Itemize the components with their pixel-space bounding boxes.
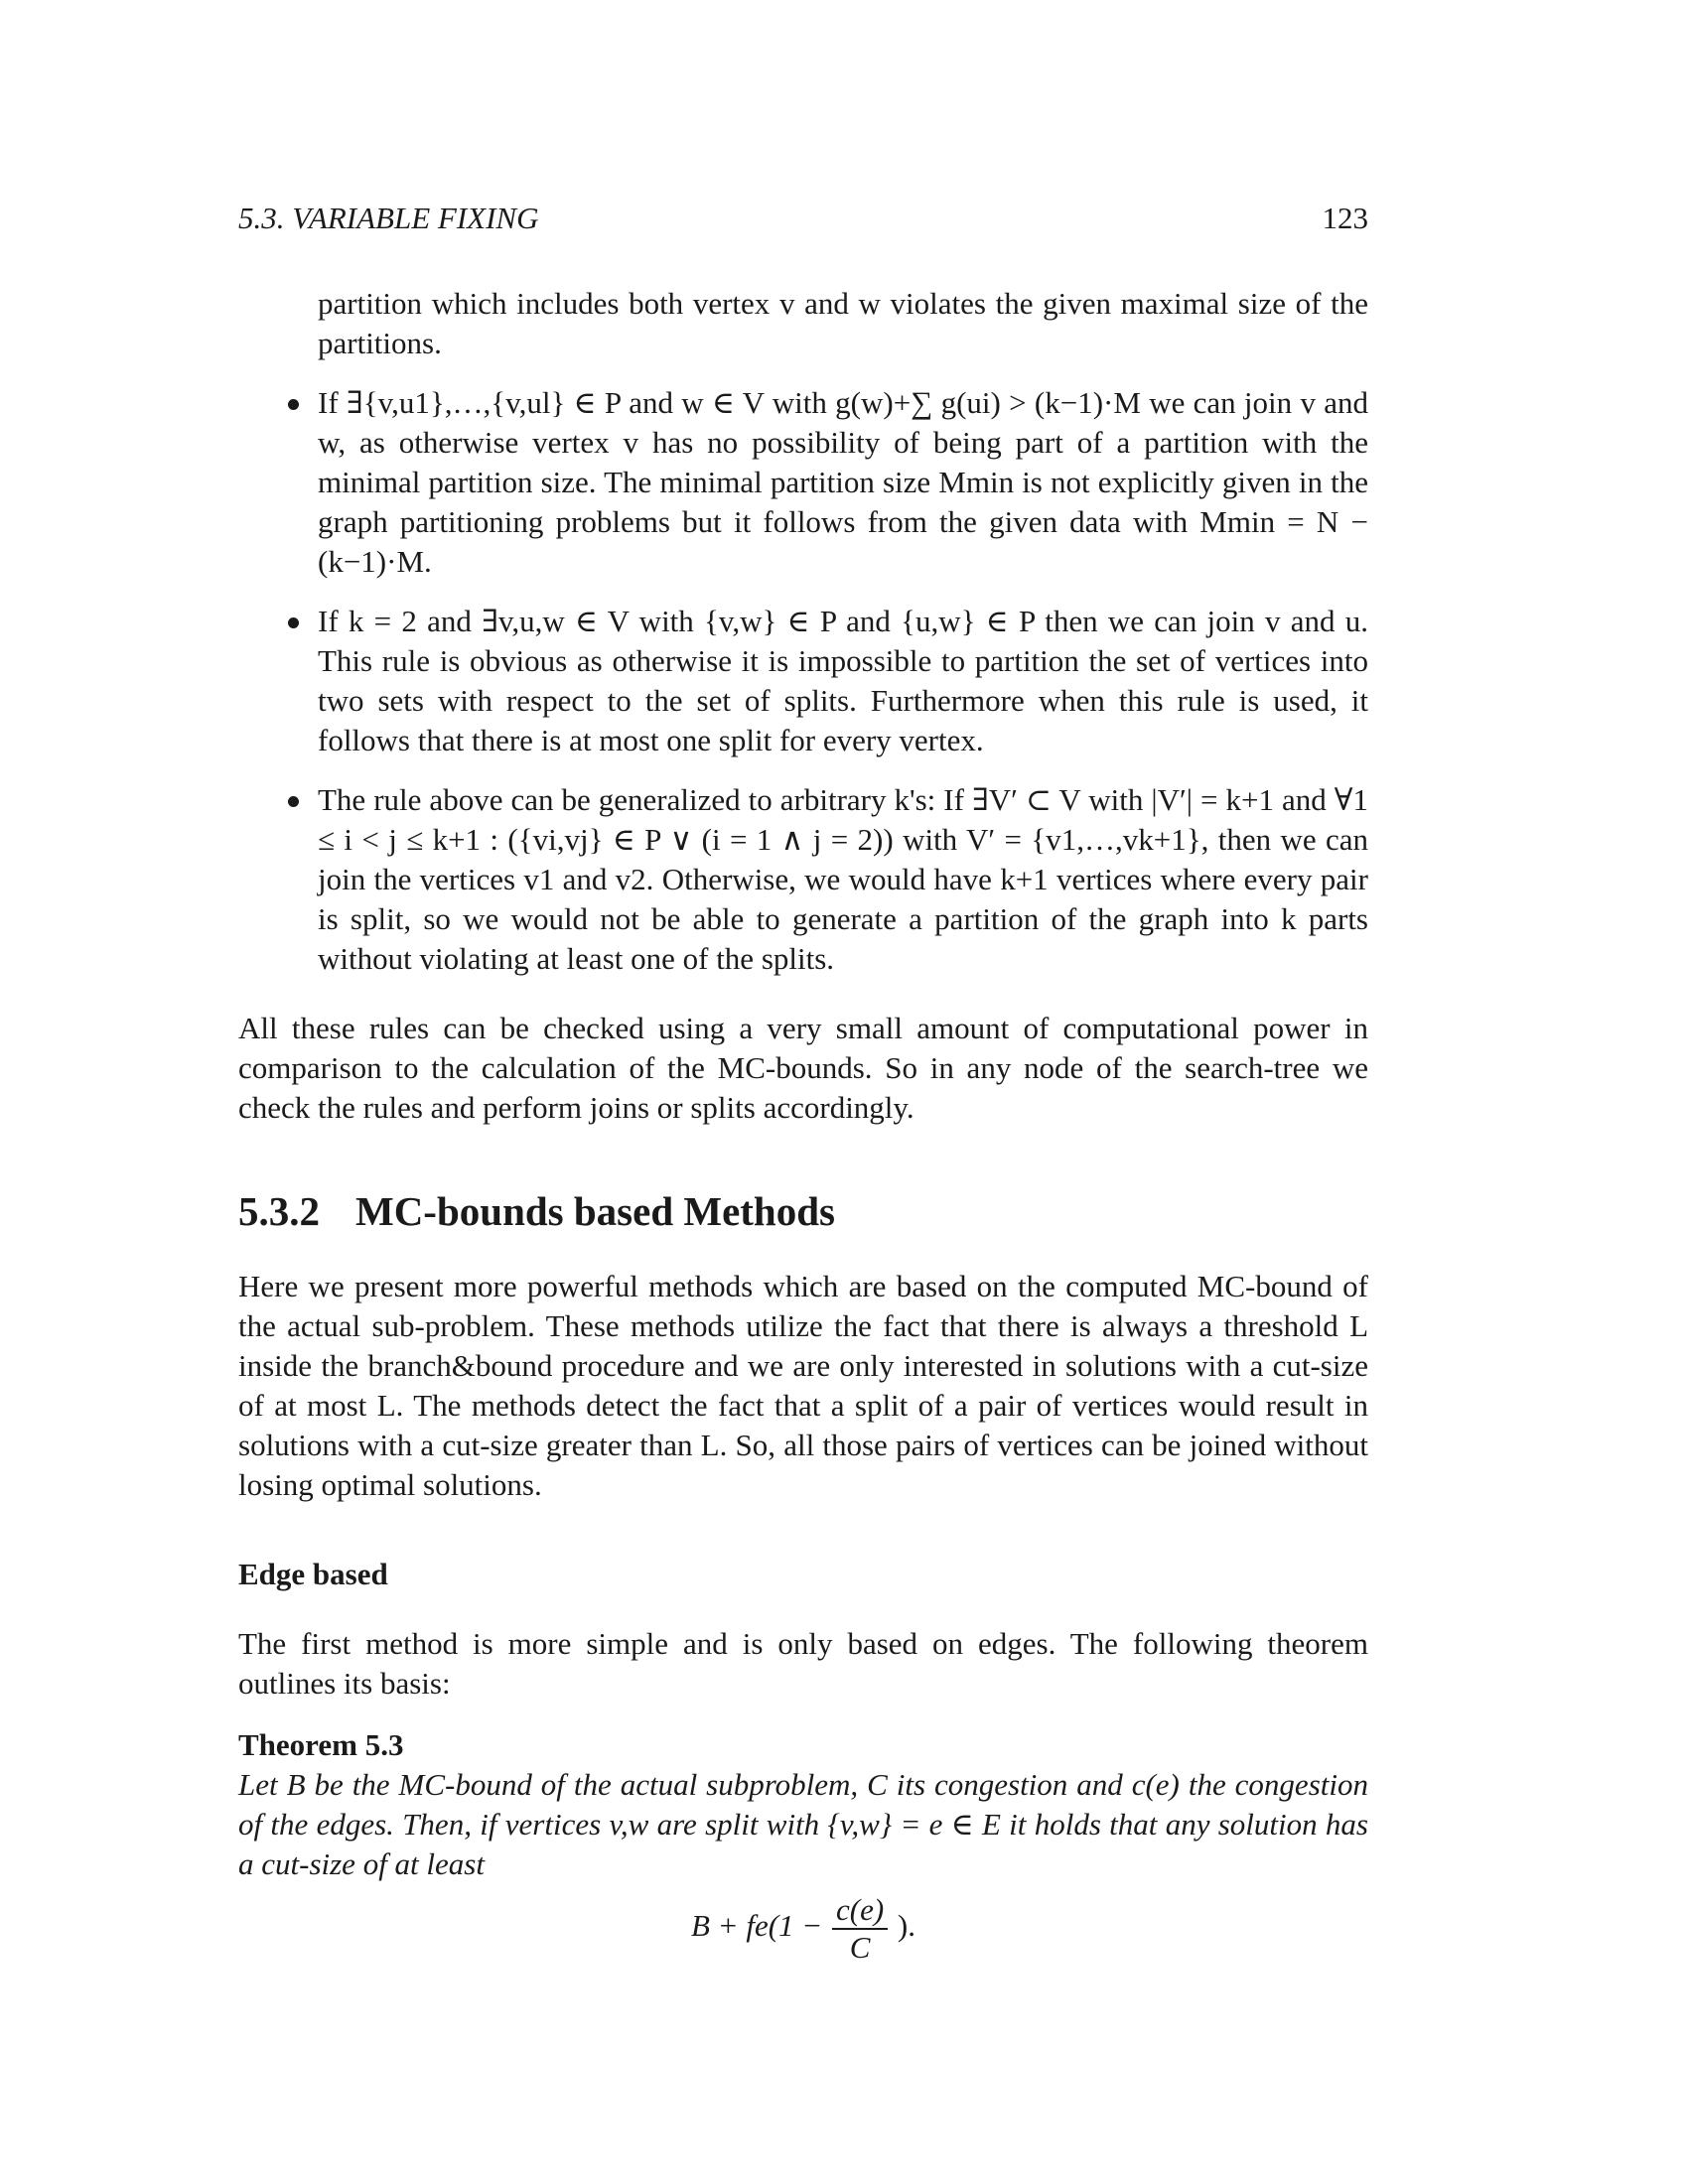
section-title: MC-bounds based Methods bbox=[355, 1188, 835, 1234]
page-body bbox=[238, 284, 1368, 1966]
subsection-heading: Edge based bbox=[238, 1557, 388, 1591]
formula-fraction bbox=[832, 1892, 888, 1966]
theorem bbox=[238, 1725, 1368, 1966]
rule-item-1 bbox=[318, 383, 1368, 582]
rule-item-3 bbox=[318, 780, 1368, 979]
theorem-formula bbox=[238, 1892, 1368, 1966]
continuation-paragraph bbox=[318, 284, 1368, 363]
running-head-section: 5.3. VARIABLE FIXING bbox=[238, 201, 539, 235]
running-head bbox=[238, 201, 1368, 236]
formula-rhs: ). bbox=[897, 1908, 915, 1944]
theorem-title: Theorem 5.3 bbox=[238, 1727, 404, 1762]
summary-paragraph: All these rules can be checked using a very small amount of computational power in comparison to the calculation of the MC-bounds. So in any node of the search-tree we check the rules and perform joins or splits accordingly. bbox=[238, 1011, 1368, 1125]
formula-numerator: c(e) bbox=[832, 1892, 888, 1930]
rule-text-1: If ∃{v,u1},…,{v,ul} ∈ P and w ∈ V with g(w)+∑ g(ui) > (k−1)·M we can join v and w, as otherwise vertex v has no possibility of being part of a partition with the minimal partition size. The minimal partition size Mmin is not explicitly given in the graph partitioning problems but it follows from the given data with Mmin = N − (k−1)·M. bbox=[318, 385, 1368, 579]
rule-text-2: If k = 2 and ∃v,u,w ∈ V with {v,w} ∈ P and {u,w} ∈ P then we can join v and u. This rule is obvious as otherwise it is impossible to partition the set of vertices into two sets with respect to the set of splits. Furthermore when this rule is used, it follows that there is at most one split for every vertex. bbox=[318, 604, 1368, 757]
formula-denominator: C bbox=[849, 1930, 871, 1965]
rule-item-2 bbox=[318, 602, 1368, 760]
section-intro: Here we present more powerful methods which are based on the computed MC-bound of the actual sub-problem. These methods utilize the fact that there is always a threshold L inside the branch&bound procedure and we are only interested in solutions with a cut-size of at most L. The methods detect the fact that a split of a pair of vertices would result in solutions with a cut-size greater than L. So, all those pairs of vertices can be joined without losing optimal solutions. bbox=[238, 1269, 1368, 1502]
rule-text-3: The rule above can be generalized to arbitrary k's: If ∃V′ ⊂ V with |V′| = k+1 and ∀1 ≤ i < j ≤ k+1 : ({vi,vj} ∈ P ∨ (i = 1 ∧ j = 2)) with V′ = {v1,…,vk+1}, then we can join the vertices v1 and v2. Otherwise, we would have k+1 vertices where every pair is split, so we would not be able to generate a partition of the graph into k parts without violating at least one of the splits. bbox=[318, 782, 1368, 976]
subsection-text: The first method is more simple and is only based on edges. The following theorem outlines its basis: bbox=[238, 1626, 1368, 1701]
formula-lhs: B + fe(1 − bbox=[691, 1908, 823, 1944]
section-heading bbox=[238, 1187, 1368, 1235]
section-number: 5.3.2 bbox=[238, 1188, 320, 1234]
continuation-text: partition which includes both vertex v and w violates the given maximal size of the partitions. bbox=[318, 286, 1368, 360]
rule-list bbox=[238, 383, 1368, 979]
theorem-body: Let B be the MC-bound of the actual subproblem, C its congestion and c(e) the congestion of the edges. Then, if vertices v,w are split with {v,w} = e ∈ E it holds that any solution has a cut-size of at least bbox=[238, 1767, 1368, 1881]
page-number: 123 bbox=[1322, 201, 1368, 235]
